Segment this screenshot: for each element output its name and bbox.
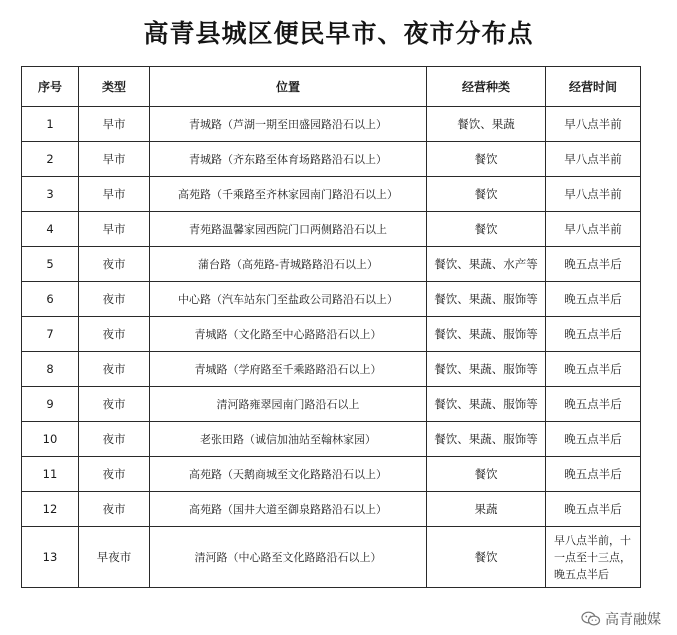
cell-location: 青城路（齐东路至体育场路路沿石以上）: [150, 142, 427, 177]
cell-type: 夜市: [79, 352, 150, 387]
cell-type: 夜市: [79, 492, 150, 527]
cell-category: 餐饮、果蔬、服饰等: [427, 282, 546, 317]
cell-type: 早市: [79, 177, 150, 212]
cell-category: 餐饮、果蔬、服饰等: [427, 352, 546, 387]
cell-no: 3: [22, 177, 79, 212]
cell-type: 早市: [79, 212, 150, 247]
cell-type: 夜市: [79, 387, 150, 422]
table-row: [22, 492, 641, 527]
cell-type: 早市: [79, 107, 150, 142]
cell-type: 早市: [79, 142, 150, 177]
cell-category: 餐饮: [427, 177, 546, 212]
cell-location: 青苑路温馨家园西院门口两侧路沿石以上: [150, 212, 427, 247]
cell-location: 中心路（汽车站东门至盐政公司路沿石以上）: [150, 282, 427, 317]
cell-no: 7: [22, 317, 79, 352]
cell-time: 晚五点半后: [546, 352, 641, 387]
cell-no: 10: [22, 422, 79, 457]
cell-time: 晚五点半后: [546, 247, 641, 282]
cell-time: 晚五点半后: [546, 317, 641, 352]
cell-location: 高苑路（国井大道至御泉路路沿石以上）: [150, 492, 427, 527]
cell-category: 餐饮、果蔬、服饰等: [427, 422, 546, 457]
cell-no: 4: [22, 212, 79, 247]
table-row: [22, 422, 641, 457]
cell-location: 高苑路（天鹅商城至文化路路沿石以上）: [150, 457, 427, 492]
cell-no: 5: [22, 247, 79, 282]
header-time: 经营时间: [546, 67, 641, 107]
cell-location: 青城路（文化路至中心路路沿石以上）: [150, 317, 427, 352]
time-line: 一点至十三点，: [554, 550, 631, 564]
cell-category: 餐饮: [427, 457, 546, 492]
cell-time: 晚五点半后: [546, 422, 641, 457]
cell-category: 餐饮、果蔬、服饰等: [427, 317, 546, 352]
cell-category: 果蔬: [427, 492, 546, 527]
cell-time: 晚五点半后: [546, 282, 641, 317]
cell-time: 早八点半前: [546, 107, 641, 142]
cell-type: 夜市: [79, 282, 150, 317]
header-type: 类型: [79, 67, 150, 107]
watermark: [581, 609, 661, 629]
time-line: 晚五点半后: [554, 567, 609, 581]
cell-type: 夜市: [79, 422, 150, 457]
cell-category: 餐饮: [427, 527, 546, 588]
table-row: [22, 387, 641, 422]
cell-location: 青城路（芦湖一期至田盛园路沿石以上）: [150, 107, 427, 142]
table-row: [22, 317, 641, 352]
cell-type: 早夜市: [79, 527, 150, 588]
table-header-row: [22, 67, 641, 107]
cell-no: 13: [22, 527, 79, 588]
table-row: [22, 282, 641, 317]
cell-category: 餐饮: [427, 142, 546, 177]
cell-time: 早八点半前: [546, 177, 641, 212]
cell-location: 高苑路（千乘路至齐林家园南门路沿石以上）: [150, 177, 427, 212]
cell-category: 餐饮: [427, 212, 546, 247]
cell-time: 早八点半前: [546, 142, 641, 177]
market-table: [21, 66, 641, 588]
cell-type: 夜市: [79, 317, 150, 352]
cell-no: 6: [22, 282, 79, 317]
cell-type: 夜市: [79, 247, 150, 282]
time-line: 早八点半前，十: [554, 533, 631, 547]
cell-time: [546, 527, 641, 588]
table-row: [22, 177, 641, 212]
header-location: 位置: [150, 67, 427, 107]
table-row: [22, 457, 641, 492]
table-row: [22, 107, 641, 142]
cell-location: 老张田路（诚信加油站至翰林家园）: [150, 422, 427, 457]
table-row: [22, 212, 641, 247]
cell-location: 清河路雍翠园南门路沿石以上: [150, 387, 427, 422]
cell-no: 2: [22, 142, 79, 177]
cell-category: 餐饮、果蔬、水产等: [427, 247, 546, 282]
cell-no: 11: [22, 457, 79, 492]
cell-no: 1: [22, 107, 79, 142]
cell-location: 清河路（中心路至文化路路沿石以上）: [150, 527, 427, 588]
cell-time: 晚五点半后: [546, 387, 641, 422]
cell-category: 餐饮、果蔬: [427, 107, 546, 142]
cell-time: 晚五点半后: [546, 457, 641, 492]
cell-category: 餐饮、果蔬、服饰等: [427, 387, 546, 422]
cell-type: 夜市: [79, 457, 150, 492]
cell-location: 青城路（学府路至千乘路路沿石以上）: [150, 352, 427, 387]
table-row: [22, 247, 641, 282]
time-lines: [548, 532, 638, 583]
cell-no: 12: [22, 492, 79, 527]
table-row: [22, 527, 641, 588]
cell-location: 蒲台路（高苑路-青城路路沿石以上）: [150, 247, 427, 282]
table-row: [22, 142, 641, 177]
cell-time: 早八点半前: [546, 212, 641, 247]
header-no: 序号: [22, 67, 79, 107]
watermark-text: 高青融媒: [605, 612, 661, 628]
wechat-icon: [581, 611, 601, 627]
header-category: 经营种类: [427, 67, 546, 107]
page-title: 高青县城区便民早市、夜市分布点: [143, 19, 534, 48]
cell-time: 晚五点半后: [546, 492, 641, 527]
cell-no: 8: [22, 352, 79, 387]
table-row: [22, 352, 641, 387]
cell-no: 9: [22, 387, 79, 422]
